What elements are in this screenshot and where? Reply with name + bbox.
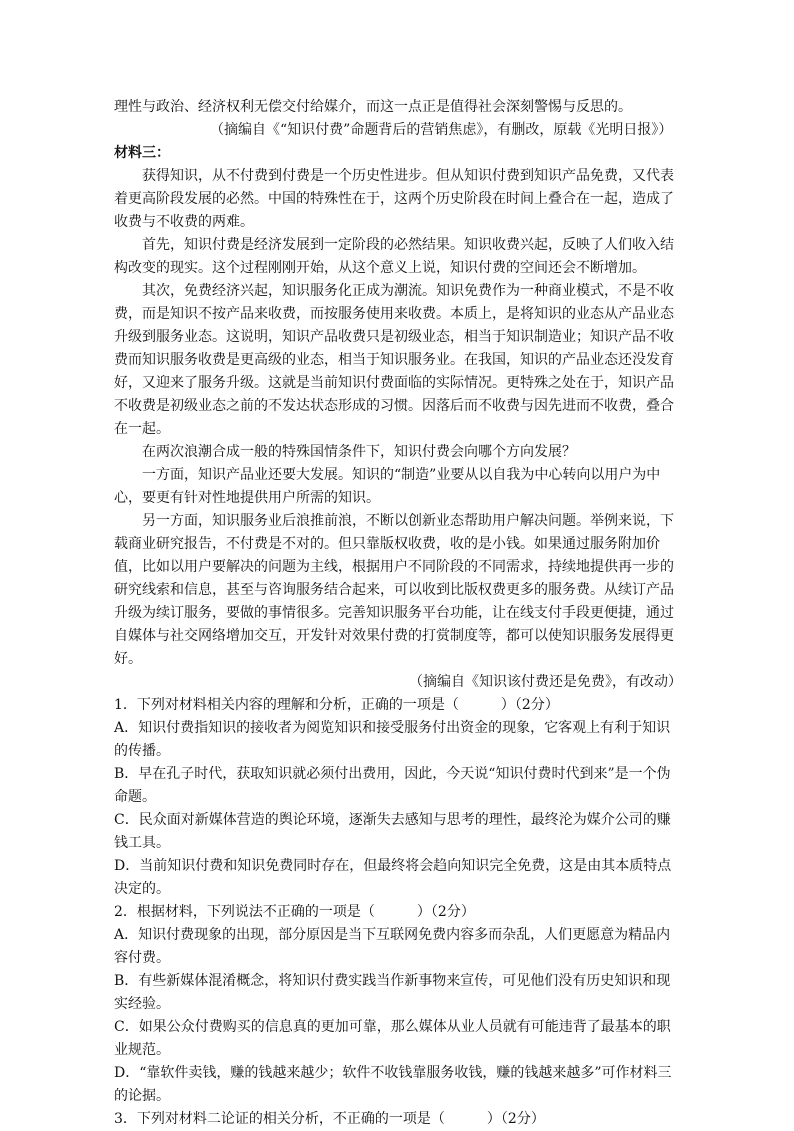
document-page <box>114 96 682 1131</box>
paragraph: 一方面，知识产品业还要大发展。知识的“制造”业要从以自我为中心转向以用户为中心，要更有针对性地提供用户所需的知识。 <box>114 467 661 506</box>
paragraph: 获得知识，从不付费到付费是一个历史性进步。但从知识付费到知识产品免费，又代表着更高阶段发展的必然。中国的特殊性在于，这两个历史阶段在时间上叠合在一起，造成了收费与不收费的两难。 <box>114 168 674 230</box>
question-1-option-a: A．知识付费指知识的接收者为阅览知识和接受服务付出资金的现象，它客观上有利于知识的传播。 <box>114 720 671 759</box>
continued-line: 理性与政治、经济权利无偿交付给媒介，而这一点正是值得社会深刻警惕与反思的。 <box>114 99 632 115</box>
question-2-option-c: C．如果公众付费购买的信息真的更加可靠，那么媒体从业人员就有可能违背了最基本的职业规范。 <box>114 1019 671 1058</box>
question-1-option-c: C．民众面对新媒体营造的舆论环境，逐渐失去感知与思考的理性，最终沦为媒介公司的赚钱工具。 <box>114 812 671 851</box>
question-2-option-a: A．知识付费现象的出现，部分原因是当下互联网免费内容多而杂乱，人们更愿意为精品内容付费。 <box>114 927 671 966</box>
source-citation-material-two: （摘编自《“知识付费”命题背后的营销焦虑》，有删改，原载《光明日报》） <box>210 122 673 138</box>
question-1-option-d: D．当前知识付费和知识免费同时存在，但最终将会趋向知识完全免费，这是由其本质特点决定的。 <box>114 858 672 897</box>
question-1-option-b: B．早在孔子时代，获取知识就必须付出费用，因此，今天说“知识付费时代到来”是一个伪命题。 <box>114 766 671 805</box>
question-2: 2．根据材料，下列说法不正确的一项是（ ）（2分） <box>114 904 475 920</box>
material-three-heading: 材料三： <box>114 145 170 161</box>
question-1: 1．下列对材料相关内容的理解和分析，正确的一项是（ ）（2分） <box>114 697 559 713</box>
question-2-option-d: D．“靠软件卖钱，赚的钱越来越少；软件不收钱靠服务收钱，赚的钱越来越多”可作材料三的论据。 <box>114 1065 672 1104</box>
question-2-option-b: B．有些新媒体混淆概念，将知识付费实践当作新事物来宣传，可见他们没有历史知识和现实经验。 <box>114 973 671 1012</box>
paragraph: 另一方面，知识服务业后浪推前浪，不断以创新业态帮助用户解决问题。举例来说，下载商业研究报告，不付费是不对的。但只靠版权收费，收的是小钱。如果通过服务附加价值，比如以用户要解决的问题为主线，根据用户不同阶段的不同需求，持续地提供再一步的研究线索和信息，甚至与咨询服务结合起来，可以收到比版权费更多的服务费。从续订产品升级为续订服务，要做的事情很多。完善知识服务平台功能，让在线支付手段更便捷，通过自媒体与社交网络增加交互，开发针对效果付费的打赏制度等，都可以使知识服务发展得更好。 <box>114 513 674 667</box>
paragraph: 在两次浪潮合成一般的特殊国情条件下，知识付费会向哪个方向发展？ <box>142 444 576 460</box>
question-3: 3．下列对材料二论证的相关分析，不正确的一项是（ ）（2分） <box>114 1111 545 1127</box>
source-citation-material-three: （摘编自《知识该付费还是免费》，有改动） <box>409 674 682 690</box>
paragraph: 首先，知识付费是经济发展到一定阶段的必然结果。知识收费兴起，反映了人们收入结构改变的现实。这个过程刚刚开始，从这个意义上说，知识付费的空间还会不断增加。 <box>114 237 674 276</box>
paragraph: 其次，免费经济兴起，知识服务化正成为潮流。知识免费作为一种商业模式，不是不收费，而是知识不按产品来收费，而按服务使用来收费。本质上，是将知识的业态从产品业态升级到服务业态。这说明，知识产品收费只是初级业态，相当于知识制造业；知识产品不收费而知识服务收费是更高级的业态，相当于知识服务业。在我国，知识的产品业态还没发育好，又迎来了服务升级。这就是当前知识付费面临的实际情况。更特殊之处在于，知识产品不收费是初级业态之前的不发达状态形成的习惯。因落后而不收费与因先进而不收费，叠合在一起。 <box>114 283 674 437</box>
